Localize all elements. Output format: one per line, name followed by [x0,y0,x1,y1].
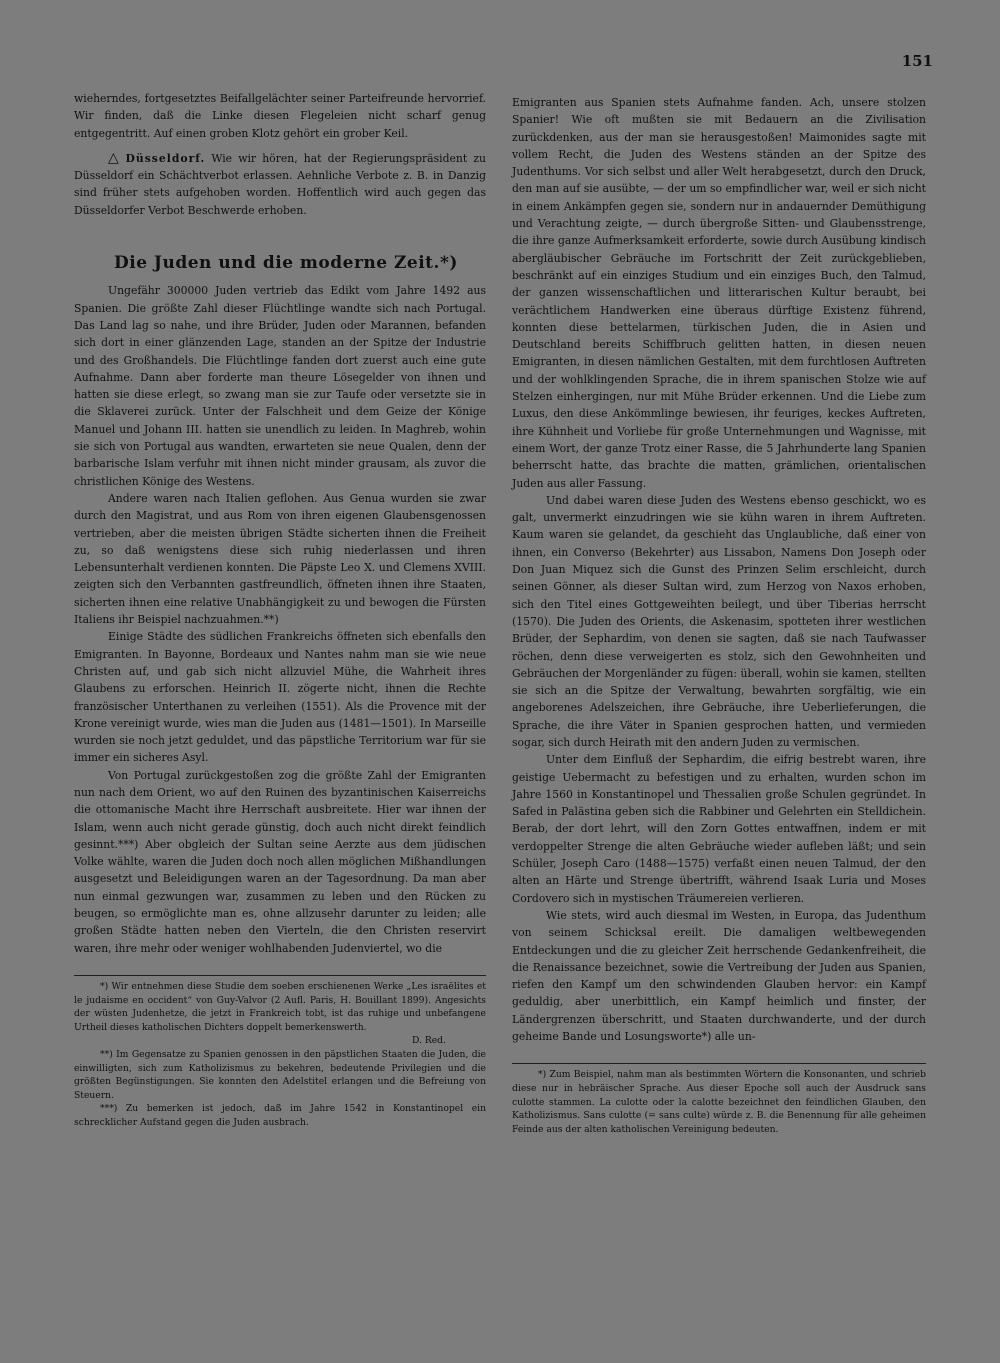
article-paragraph: Von Portugal zurückgestoßen zog die größte Zahl der Emigranten nun nach dem Orient, wo auf den Ruinen des byzantinischen Kaiserreichs die ottomanische Macht ihre Herrschaft ausbreitete. Hier war ihnen der Islam, wenn auch nicht gerade günstig, doch auch nicht direkt feindlich gesinnt.***) Aber obgleich der Sultan seine Aerzte aus dem jüdischen Volke wählte, waren die Juden doch noch allen möglichen Mißhandlungen ausgesetzt und Beleidigungen waren an der Tagesordnung. Da man aber nun einmal gezwungen war, zusammen zu leben und den Rücken zu beugen, so ermöglichte man es, ohne allzusehr darunter zu leiden; alle großen Städte hatten neben den Vierteln, die den Christen reservirt waren, ihre mehr oder weniger wohlhabenden Judenviertel, wo die [74,768,486,955]
intro-paragraph: wieherndes, fortgesetztes Beifallgelächter seiner Parteifreunde hervorrief. Wir finden, daß die Linke diesen Flegeleien nicht scharf genug entgegentritt. Auf einen groben Klotz gehört ein grober Keil. [74,92,486,140]
article-paragraph: Einige Städte des südlichen Frankreichs öffneten sich ebenfalls den Emigranten. In Bayonne, Bordeaux und Nantes nahm man sie wie neue Christen auf, und gab sich nicht allzuviel Mühe, die Wahrheit ihres Glaubens zu erforschen. Heinrich II. zögerte nicht, ihnen die Rechte französischer Unterthanen zu verleihen (1551). Als die Provence mit der Krone vereinigt wurde, wies man die Juden aus (1481—1501). In Marseille wurden sie noch jetzt geduldet, und das päpstliche Territorium war für sie immer ein sicheres Asyl. [74,630,486,765]
article-paragraph: Und dabei waren diese Juden des Westens ebenso geschickt, wo es galt, unvermerkt einzudringen wie sie kühn waren in ihrem Auftreten. Kaum waren sie gelandet, da geschieht das Unglaubliche, daß einer von ihnen, ein Converso (Bekehrter) aus Lissabon, Namens Don Joseph oder Don Juan Miquez sich die Gunst des Prinzen Selim erschleicht, durch seinen Gönner, als dieser Sultan wird, zum Herzog von Naxos erhoben, sich den Titel eines Gottgeweihten beilegt, und über Tiberias herrscht (1570). Die Juden des Orients, die Askenasim, spotteten ihrer westlichen Brüder, der Sephardim, von denen sie sagten, daß sie nach Taufwasser röchen, denn diese verweigerten es stolz, sich den Gewohnheiten und Gebräuchen der Morgenländer zu fügen: überall, wohin sie kamen, stellten sie sich an die Spitze der Verwaltung, bewahrten sorgfältig, wie ein angeborenes Adelszeichen, ihre Gebräuche, ihre Ueberlieferungen, die Sprache, die ihre Väter in Spanien gesprochen hatten, und vermieden sogar, sich durch Heirath mit den andern Juden zu vermischen. [512,493,926,749]
article-paragraph: Ungefähr 300000 Juden vertrieb das Edikt vom Jahre 1492 aus Spanien. Die größte Zahl dieser Flüchtlinge wandte sich nach Portugal. Das Land lag so nahe, und ihre Brüder, Juden oder Marannen, befanden sich dort in einer glänzenden Lage, standen an der Spitze der Industrie und des Großhandels. Die Flüchtlinge fanden dort zuerst auch eine gute Aufnahme. Dann aber forderte man theure Lösegelder von ihnen und hatten sie diese erlegt, so zwang man sie zur Taufe oder versetzte sie in die Sklaverei zurück. Unter der Falschheit und dem Geize der Könige Manuel und Johann III. hatten sie unendlich zu leiden. In Maghreb, wohin sie sich von Portugal aus wandten, erwarteten sie neue Qualen, denn der barbarische Islam verfuhr mit ihnen nicht minder grausam, als zuvor die christlichen Könige des Westens. [74,284,486,488]
footnote: *) Zum Beispiel, nahm man als bestimmten Wörtern die Konsonanten, und schrieb diese nur in hebräischer Sprache. Aus dieser Epoche soll auch der Ausdruck sans culotte stammen. La culotte oder la calotte bezeichnet den feindlichen Glauben, den Katholizismus. Sans culotte (= sans culte) würde z. B. die Benennung für alle geheimen Feinde aus der alten katholischen Vereinigung bedeuten. [512,1069,926,1135]
footnote-divider [512,1063,926,1064]
triangle-icon: △ [108,149,122,166]
article-paragraph: Wie stets, wird auch diesmal im Westen, in Europa, das Judenthum von seinem Schicksal ereilt. Die damaligen weltbewegenden Entdeckungen und die zu gleicher Zeit herrschende Gedankenfreiheit, die die Renaissance bezeichnet, sowie die Vertreibung der Juden aus Spanien, riefen den Kampf um den schwindenden Glauben hervor: ein Kampf geduldig, aber unerbittlich, ein Kampf heimlich und finster, der Ländergrenzen überschritt, und Staaten durchwanderte, und der durch geheime Bande und Losungsworte*) alle un- [512,908,926,1044]
news-place: Düsseldorf. [125,151,206,165]
page-number: 151 [901,52,933,70]
right-column [512,94,926,1136]
footnote: *) Wir entnehmen diese Studie dem soeben erschienenen Werke „Les israëlites et le judaisme en occident“ von Guy-Valvor (2 Aufl. Paris, H. Bouillant 1899). Angesichts der wüsten Judenhetze, die jetzt in Frankreich tobt, ist das ruhige und unbefangene Urtheil dieses katholischen Dichters doppelt bemerkenswerth. [74,980,486,1033]
footnote: ***) Zu bemerken ist jedoch, daß im Jahre 1542 in Konstantinopel ein schrecklicher Aufstand gegen die Juden ausbrach. [74,1103,486,1128]
footnote-divider [74,975,486,976]
news-item-duesseldorf [74,150,486,219]
article-paragraph: Andere waren nach Italien geflohen. Aus Genua wurden sie zwar durch den Magistrat, und aus Rom von ihren eigenen Glaubensgenossen vertrieben, aber die meisten übrigen Städte sicherten ihnen die Freiheit zu, so daß wenigstens diese sich ruhig niederlassen und ihren Lebensunterhalt verdienen konnten. Die Päpste Leo X. und Clemens XVIII. zeigten sich den Verbannten gastfreundlich, öffneten ihnen ihre Staaten, sicherten ihnen eine relative Unabhängigkeit zu und bewogen die Fürsten Italiens ihr Beispiel nachzuahmen.**) [74,491,486,627]
footnote-signature: D. Red. [411,1035,446,1047]
left-column [74,90,486,1129]
article-paragraph: Unter dem Einfluß der Sephardim, die eifrig bestrebt waren, ihre geistige Uebermacht zu befestigen und zu erhalten, wurden schon im Jahre 1560 in Konstantinopel und Thessalien große Schulen gegründet. In Safed in Palästina geben sich die Rabbiner und Gelehrten ein Stelldichein. Berab, der dort lehrt, will den Zorn Gottes entwaffnen, indem er mit verdoppelter Strenge die alten Gebräuche wieder aufleben läßt; und sein Schüler, Joseph Caro (1488—1575) verfaßt einen neuen Talmud, der den alten an Härte und Strenge übertrifft, während Isaak Luria und Moses Cordovero sich in mystischen Träumereien verlieren. [512,753,926,905]
article-headline: Die Juden und die moderne Zeit.*) [114,253,458,274]
left-footnotes [74,980,486,1130]
article-paragraph: Emigranten aus Spanien stets Aufnahme fanden. Ach, unsere stolzen Spanier! Wie oft mußten sie mit Bedauern an die Zivilisation zurückdenken, aus der man sie herausgestoßen! Maimonides sagte mit vollem Recht, die Juden des Westens ständen an der Spitze des Judenthums. Vor sich selbst und aller Welt herabgesetzt, durch den Druck, den man auf sie ausübte, — der um so empfindlicher war, weil er sich nicht in einem Ankämpfen gegen sie, sondern nur in andauernder Demüthigung und Verachtung zeigte, — durch übergroße Sitten- und Glaubensstrenge, die ihre ganze Aufmerksamkeit erforderte, sowie durch Ausübung kindisch abergläubischer Gebräuche im Fortschritt der Zeit zurückgeblieben, beschränkt auf ein einziges Studium und ein einziges Buch, den Talmud, der ganzen wissenschaftlichen und litterarischen Kultur beraubt, bei verächtlichem Handwerken eine überaus dürftige Existenz führend, konnten diese bettelarmen, türkischen Juden, die in Asien und Deutschland bereits Schiffbruch gelitten hatten, in diesen neuen Emigranten, in diesen nämlichen Gestalten, mit dem furchtlosen Auftreten und der wohlklingenden Sprache, die in ihrem spanischen Stolze wie auf Stelzen einhergingen, nur mit Mühe Brüder erkennen. Und die Liebe zum Luxus, den diese Ankömmlinge bewiesen, ihr feuriges, keckes Auftreten, ihre Kühnheit und Vorliebe für große Unternehmungen und Wagnisse, mit einem Wort, der ganze Trotz einer Rasse, die 5 Jahrhunderte lang Spanien beherrscht hatte, das brachte die matten, grämlichen, orientalischen Juden aus aller Fassung. [512,96,926,490]
news-text: Wie wir hören, hat der Regierungspräsident zu Düsseldorf ein Schächtverbot erlassen. Aehnliche Verbote z. B. in Danzig sind früher stets aufgehoben worden. Hoffentlich wird auch gegen das Düsseldorfer Verbot Beschwerde erhoben. [74,151,486,217]
footnote: **) Im Gegensatze zu Spanien genossen in den päpstlichen Staaten die Juden, die einwilligten, sich zum Katholizismus zu bekehren, bedeutende Privilegien und die größten Begünstigungen. Sie konnten den Adelstitel erlangen und die Befreiung von Steuern. [74,1048,486,1101]
right-footnotes [512,1068,926,1136]
